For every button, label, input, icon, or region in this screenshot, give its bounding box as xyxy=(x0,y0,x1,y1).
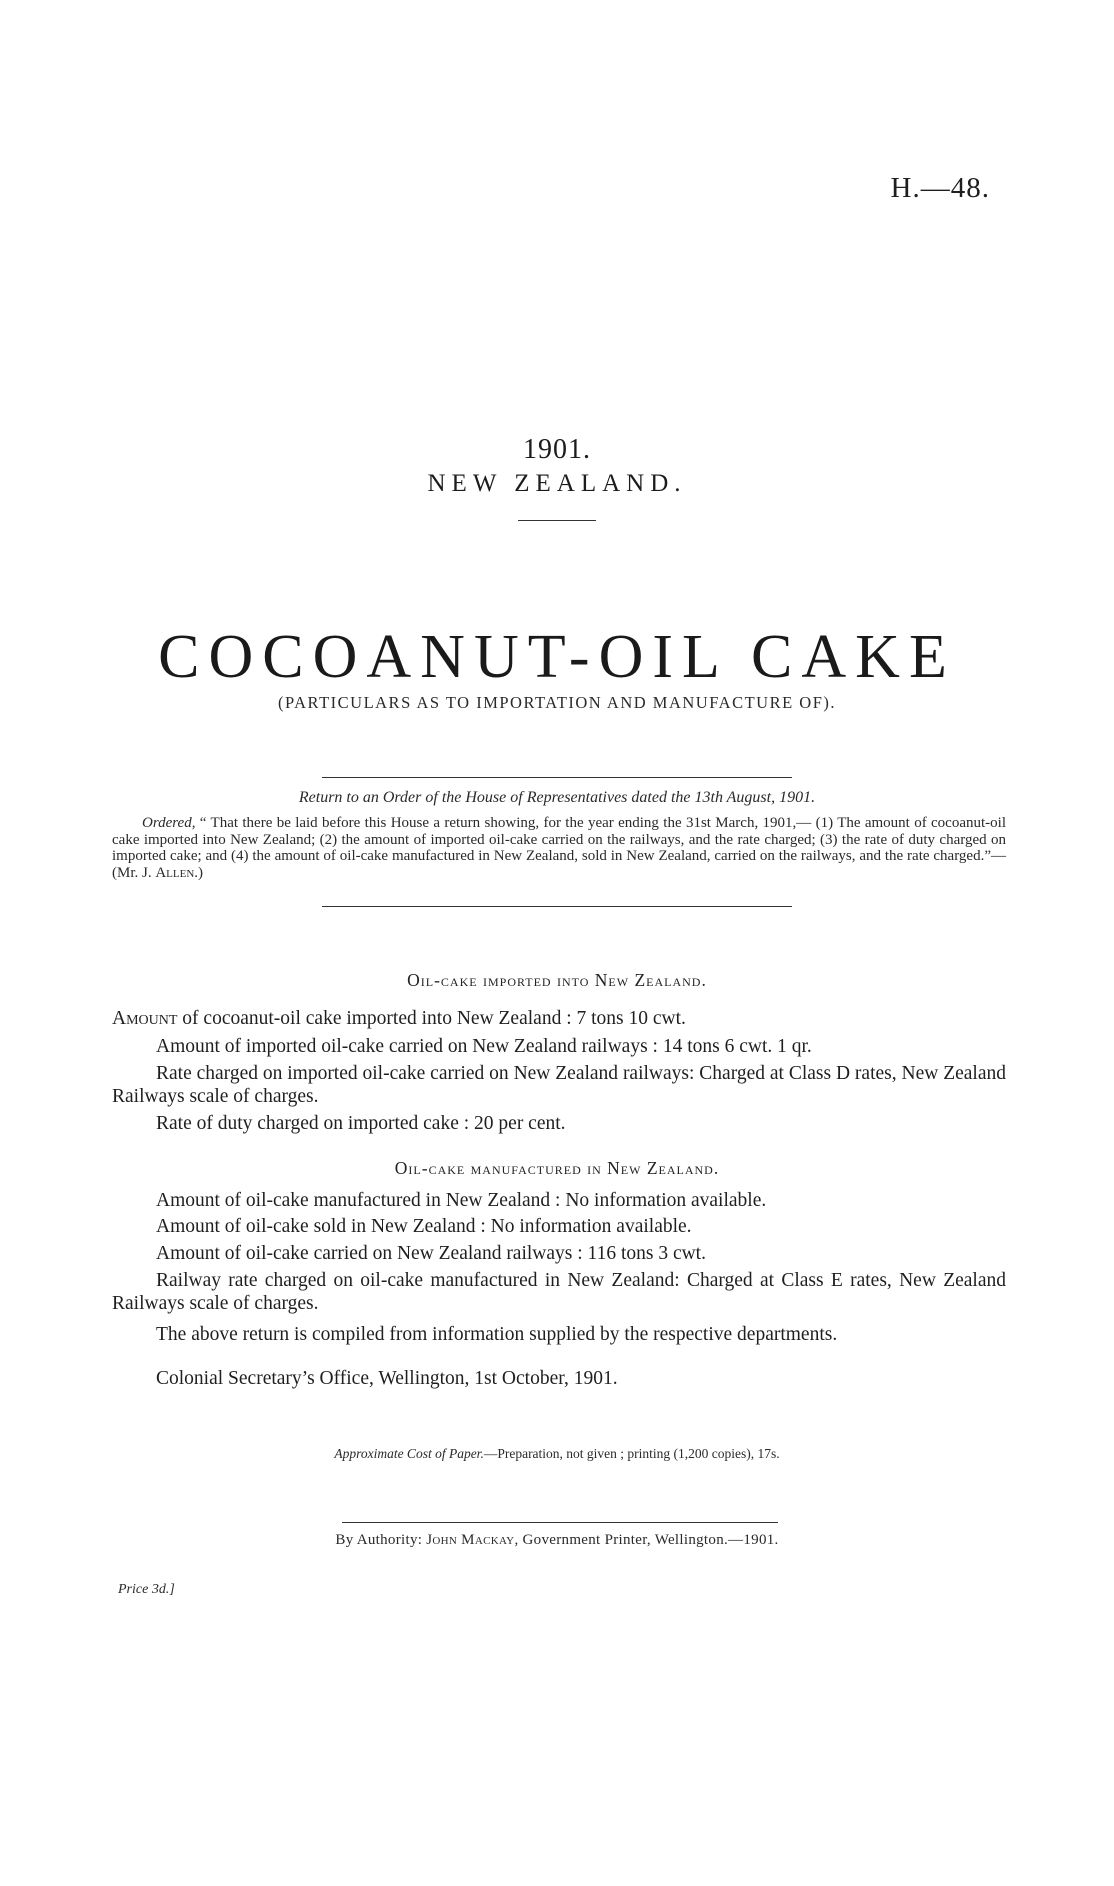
ordered-label: Ordered, xyxy=(142,815,196,831)
manufactured-heading: Oil-cake manufactured in New Zealand. xyxy=(394,1158,720,1178)
manufactured-rate: Railway rate charged on oil-cake manufactured in New Zealand: Charged at Class E rates, New Zealand Railways scale of charges. xyxy=(112,1270,1006,1314)
paper-code: H.—48. xyxy=(890,172,990,204)
manufactured-railways: Amount of oil-cake carried on New Zealand railways : 116 tons 3 cwt. xyxy=(156,1243,706,1264)
order-top-divider xyxy=(322,777,792,778)
document-subtitle: (PARTICULARS AS TO IMPORTATION AND MANUFACTURE OF). xyxy=(277,693,837,712)
office-dateline: Colonial Secretary’s Office, Wellington, 1st October, 1901. xyxy=(156,1368,618,1389)
imported-railways: Amount of imported oil-cake carried on New Zealand railways : 14 tons 6 cwt. 1 qr. xyxy=(156,1036,812,1057)
ordered-end: .) xyxy=(194,864,204,881)
cost-text: —Preparation, not given ; printing (1,200 copies), 17s. xyxy=(483,1446,780,1461)
footer-divider xyxy=(342,1522,778,1523)
manufactured-amount: Amount of oil-cake manufactured in New Zealand : No information available. xyxy=(156,1190,767,1211)
price: Price 3d.] xyxy=(118,1582,175,1597)
authority-suffix: , Government Printer, Wellington.—1901. xyxy=(514,1532,779,1548)
imported-amount-label: Amount xyxy=(112,1008,178,1029)
printer-name: John Mackay xyxy=(426,1532,515,1548)
document-country: NEW ZEALAND. xyxy=(427,470,687,497)
document-year: 1901. xyxy=(523,434,591,465)
ordered-mover: Allen xyxy=(155,864,195,881)
compiled-statement: The above return is compiled from information supplied by the respective departments. xyxy=(156,1324,838,1345)
cost-label: Approximate Cost of Paper. xyxy=(334,1446,484,1461)
printer-authority xyxy=(0,1532,1114,1549)
return-line: Return to an Order of the House of Representatives dated the 13th August, 1901. xyxy=(298,789,816,806)
imported-amount-rest: of cocoanut-oil cake imported into New Zealand : 7 tons 10 cwt. xyxy=(177,1008,686,1029)
document-title: COCOANUT-OIL CAKE xyxy=(158,623,956,691)
imported-rate: Rate charged on imported oil-cake carried on New Zealand railways: Charged at Class D rates, New Zealand Railways scale of charges. xyxy=(112,1063,1006,1107)
cost-of-paper xyxy=(0,1446,1114,1462)
imported-heading: Oil-cake imported into New Zealand. xyxy=(407,970,707,990)
imported-duty: Rate of duty charged on imported cake : 20 per cent. xyxy=(156,1113,566,1134)
order-paragraph xyxy=(112,815,1006,881)
order-bottom-divider xyxy=(322,906,792,907)
authority-prefix: By Authority: xyxy=(335,1532,427,1548)
imported-amount xyxy=(112,1007,1006,1030)
masthead-divider xyxy=(518,520,596,521)
manufactured-sold: Amount of oil-cake sold in New Zealand : No information available. xyxy=(156,1216,692,1237)
ordered-text: “ That there be laid before this House a return showing, for the year ending the 31st March, 1901,— (1) The amount of cocoanut-oil cake imported into New Zealand; (2) the amount of imported oil-cake carried on the railways, and the rate charged; (3) the rate of duty charged on imported cake; and (4) the amount of oil-cake manufactured in New Zealand, sold in New Zealand, carried on the railways, and the rate charged.”—(Mr. J. xyxy=(112,815,1006,881)
